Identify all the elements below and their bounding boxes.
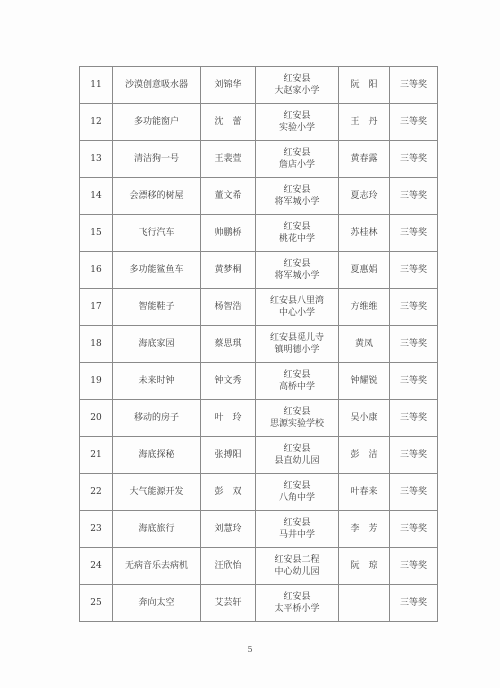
school-cell <box>256 289 339 326</box>
work-title-cell: 海底旅行 <box>113 511 201 548</box>
school-line: 将军城小学 <box>274 197 320 207</box>
school-line: 红安县八里湾 <box>269 296 324 306</box>
school-line: 红安县 <box>283 74 311 84</box>
row-number-cell: 24 <box>80 548 113 585</box>
award-cell: 三等奖 <box>390 141 438 178</box>
teacher-cell: 夏志玲 <box>339 178 390 215</box>
table-row <box>80 67 438 104</box>
row-number-cell: 18 <box>80 326 113 363</box>
school-line: 中心小学 <box>278 308 315 318</box>
school-line: 红安县 <box>283 185 311 195</box>
author-cell: 王裴萱 <box>201 141 256 178</box>
teacher-cell: 苏桂林 <box>339 215 390 252</box>
table-row <box>80 400 438 437</box>
award-cell: 三等奖 <box>390 326 438 363</box>
award-cell: 三等奖 <box>390 511 438 548</box>
school-line: 马井中学 <box>278 530 315 540</box>
school-line: 中心幼儿园 <box>274 567 320 577</box>
table-row <box>80 141 438 178</box>
row-number-cell: 17 <box>80 289 113 326</box>
school-cell <box>256 585 339 622</box>
school-cell <box>256 474 339 511</box>
table-row <box>80 363 438 400</box>
school-line: 红安县 <box>283 592 311 602</box>
table-row <box>80 585 438 622</box>
row-number-cell: 15 <box>80 215 113 252</box>
teacher-cell: 黄凤 <box>339 326 390 363</box>
author-cell: 彭 双 <box>201 474 256 511</box>
school-line: 詹店小学 <box>278 160 315 170</box>
table-row <box>80 252 438 289</box>
award-cell: 三等奖 <box>390 548 438 585</box>
work-title-cell: 多功能鲨鱼车 <box>113 252 201 289</box>
school-line: 红安县二程 <box>274 555 320 565</box>
award-cell: 三等奖 <box>390 215 438 252</box>
work-title-cell: 大气能源开发 <box>113 474 201 511</box>
work-title-cell: 清洁狗一号 <box>113 141 201 178</box>
table-row <box>80 326 438 363</box>
author-cell: 叶 玲 <box>201 400 256 437</box>
author-cell: 汪欣怡 <box>201 548 256 585</box>
teacher-cell: 李 芳 <box>339 511 390 548</box>
table-row <box>80 289 438 326</box>
school-line: 红安县 <box>283 259 311 269</box>
school-line: 高桥中学 <box>278 382 315 392</box>
award-cell: 三等奖 <box>390 104 438 141</box>
teacher-cell: 钟耀锐 <box>339 363 390 400</box>
work-title-cell: 智能鞋子 <box>113 289 201 326</box>
work-title-cell: 会漂移的树屋 <box>113 178 201 215</box>
school-line: 太平桥小学 <box>274 604 320 614</box>
row-number-cell: 21 <box>80 437 113 474</box>
school-cell <box>256 215 339 252</box>
author-cell: 艾芸轩 <box>201 585 256 622</box>
school-line: 八角中学 <box>278 493 315 503</box>
award-cell: 三等奖 <box>390 289 438 326</box>
work-title-cell: 奔向太空 <box>113 585 201 622</box>
work-title-cell: 未来时钟 <box>113 363 201 400</box>
award-cell: 三等奖 <box>390 178 438 215</box>
page-number: 5 <box>247 645 253 654</box>
row-number-cell: 22 <box>80 474 113 511</box>
table-row <box>80 437 438 474</box>
row-number-cell: 25 <box>80 585 113 622</box>
teacher-cell: 方维维 <box>339 289 390 326</box>
award-table-body <box>80 67 438 622</box>
school-line: 红安县 <box>283 111 311 121</box>
school-line: 大赵家小学 <box>274 86 320 96</box>
author-cell: 刘锦华 <box>201 67 256 104</box>
school-cell <box>256 104 339 141</box>
row-number-cell: 13 <box>80 141 113 178</box>
award-cell: 三等奖 <box>390 437 438 474</box>
teacher-cell: 阮 琼 <box>339 548 390 585</box>
teacher-cell: 阮 阳 <box>339 67 390 104</box>
row-number-cell: 11 <box>80 67 113 104</box>
school-line: 镇明德小学 <box>274 345 320 355</box>
work-title-cell: 海底探秘 <box>113 437 201 474</box>
school-line: 桃花中学 <box>278 234 315 244</box>
school-line: 红安县 <box>283 370 311 380</box>
author-cell: 黄梦桐 <box>201 252 256 289</box>
row-number-cell: 23 <box>80 511 113 548</box>
work-title-cell: 海底家园 <box>113 326 201 363</box>
table-row <box>80 511 438 548</box>
table-row <box>80 178 438 215</box>
table-row <box>80 104 438 141</box>
school-line: 红安县 <box>283 444 311 454</box>
work-title-cell: 飞行汽车 <box>113 215 201 252</box>
teacher-cell: 黄春露 <box>339 141 390 178</box>
table-row <box>80 215 438 252</box>
school-line: 思源实验学校 <box>269 419 324 429</box>
school-cell <box>256 511 339 548</box>
school-cell <box>256 252 339 289</box>
work-title-cell: 多功能窗户 <box>113 104 201 141</box>
award-cell: 三等奖 <box>390 585 438 622</box>
award-cell: 三等奖 <box>390 252 438 289</box>
award-cell: 三等奖 <box>390 67 438 104</box>
teacher-cell: 王 丹 <box>339 104 390 141</box>
school-line: 红安县 <box>283 222 311 232</box>
author-cell: 帅鹏桥 <box>201 215 256 252</box>
teacher-cell: 吴小康 <box>339 400 390 437</box>
work-title-cell: 沙漠创意吸水器 <box>113 67 201 104</box>
school-cell <box>256 178 339 215</box>
work-title-cell: 移动的房子 <box>113 400 201 437</box>
row-number-cell: 19 <box>80 363 113 400</box>
author-cell: 董文希 <box>201 178 256 215</box>
award-table <box>79 66 438 622</box>
school-cell <box>256 67 339 104</box>
author-cell: 张搏阳 <box>201 437 256 474</box>
author-cell: 杨智浩 <box>201 289 256 326</box>
row-number-cell: 12 <box>80 104 113 141</box>
school-line: 实验小学 <box>278 123 315 133</box>
row-number-cell: 16 <box>80 252 113 289</box>
school-line: 红安县 <box>283 148 311 158</box>
school-cell <box>256 363 339 400</box>
award-cell: 三等奖 <box>390 474 438 511</box>
author-cell: 沈 蕾 <box>201 104 256 141</box>
table-row <box>80 548 438 585</box>
school-cell <box>256 437 339 474</box>
author-cell: 钟文秀 <box>201 363 256 400</box>
teacher-cell: 夏惠娟 <box>339 252 390 289</box>
row-number-cell: 20 <box>80 400 113 437</box>
work-title-cell: 无病音乐去病机 <box>113 548 201 585</box>
teacher-cell: 叶春来 <box>339 474 390 511</box>
award-cell: 三等奖 <box>390 363 438 400</box>
award-cell: 三等奖 <box>390 400 438 437</box>
teacher-cell <box>339 585 390 622</box>
row-number-cell: 14 <box>80 178 113 215</box>
author-cell: 刘慧玲 <box>201 511 256 548</box>
school-line: 县直幼儿园 <box>274 456 320 466</box>
school-cell <box>256 548 339 585</box>
school-line: 红安县 <box>283 481 311 491</box>
teacher-cell: 彭 洁 <box>339 437 390 474</box>
school-line: 红安县 <box>283 407 311 417</box>
school-line: 红安县觅儿寺 <box>269 333 324 343</box>
author-cell: 蔡思琪 <box>201 326 256 363</box>
school-line: 将军城小学 <box>274 271 320 281</box>
school-cell <box>256 326 339 363</box>
school-line: 红安县 <box>283 518 311 528</box>
school-cell <box>256 400 339 437</box>
table-row <box>80 474 438 511</box>
school-cell <box>256 141 339 178</box>
